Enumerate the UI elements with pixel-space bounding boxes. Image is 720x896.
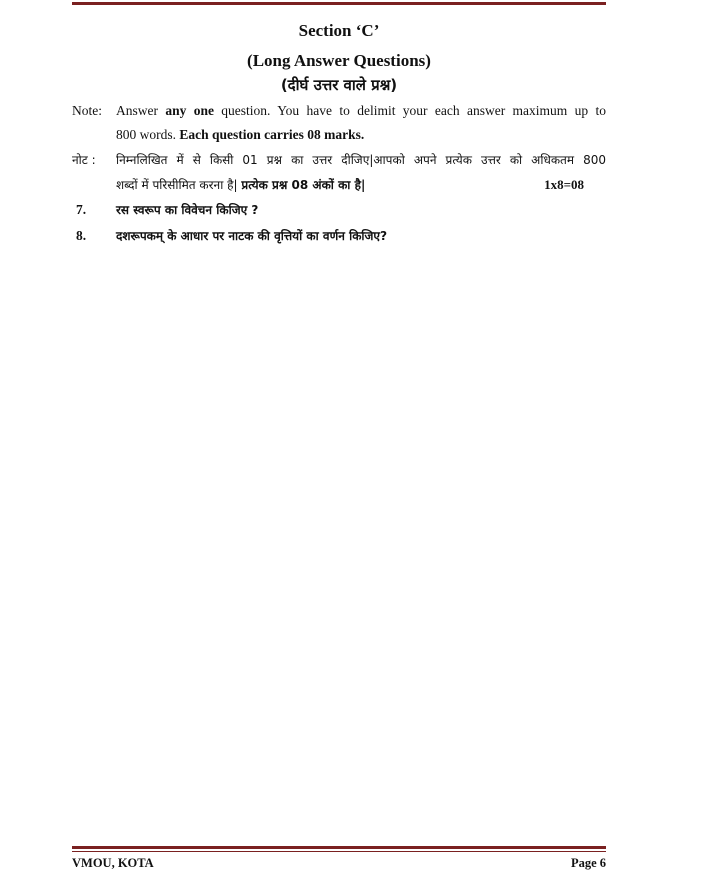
- note-english-part-c: question. You have to delimit your each answer maximum up to: [213, 103, 606, 118]
- question-text: रस स्वरूप का विवेचन किजिए ?: [116, 203, 259, 217]
- marks-formula: 1x8=08: [544, 177, 584, 192]
- question-text: दशरूपकम् के आधार पर नाटक की वृत्तियों का वर्णन किजिए?: [116, 229, 388, 243]
- question-number: 8.: [76, 228, 87, 243]
- note-hindi-marks: प्रत्येक प्रश्न 08 अंकों का है|: [241, 178, 366, 192]
- top-border-rule: [72, 2, 606, 5]
- section-title: Section ‘C’: [298, 21, 380, 40]
- note-hindi-text-1: निम्नलिखित में से किसी 01 प्रश्न का उत्तर दीजिए|आपको अपने प्रत्येक उत्तर को अधिकतम 800: [116, 153, 606, 167]
- note-label: Note:: [72, 103, 102, 118]
- note-english-text-2: [116, 125, 606, 145]
- footer-page-number: Page 6: [570, 856, 606, 870]
- note-english-part-a: Answer: [116, 103, 166, 118]
- footer-border-rule: [72, 846, 606, 849]
- note-hindi-text-2: [116, 175, 606, 195]
- note-hindi-label: नोट :: [72, 153, 96, 167]
- note-english-text-1: [116, 101, 606, 121]
- note-english-marks: Each question carries 08 marks.: [179, 127, 365, 142]
- footer-institution: VMOU, KOTA: [72, 856, 154, 870]
- section-subtitle-hindi: (दीर्घ उत्तर वाले प्रश्न): [280, 76, 398, 94]
- question-number: 7.: [76, 202, 87, 217]
- note-hindi-word-limit: शब्दों में परिसीमित करना है|: [116, 178, 242, 192]
- section-subtitle-english: (Long Answer Questions): [247, 51, 431, 70]
- note-english-emphasis: any one: [165, 103, 214, 118]
- note-english-word-limit: 800 words.: [116, 127, 180, 142]
- footer-border-rule-thin: [72, 851, 606, 852]
